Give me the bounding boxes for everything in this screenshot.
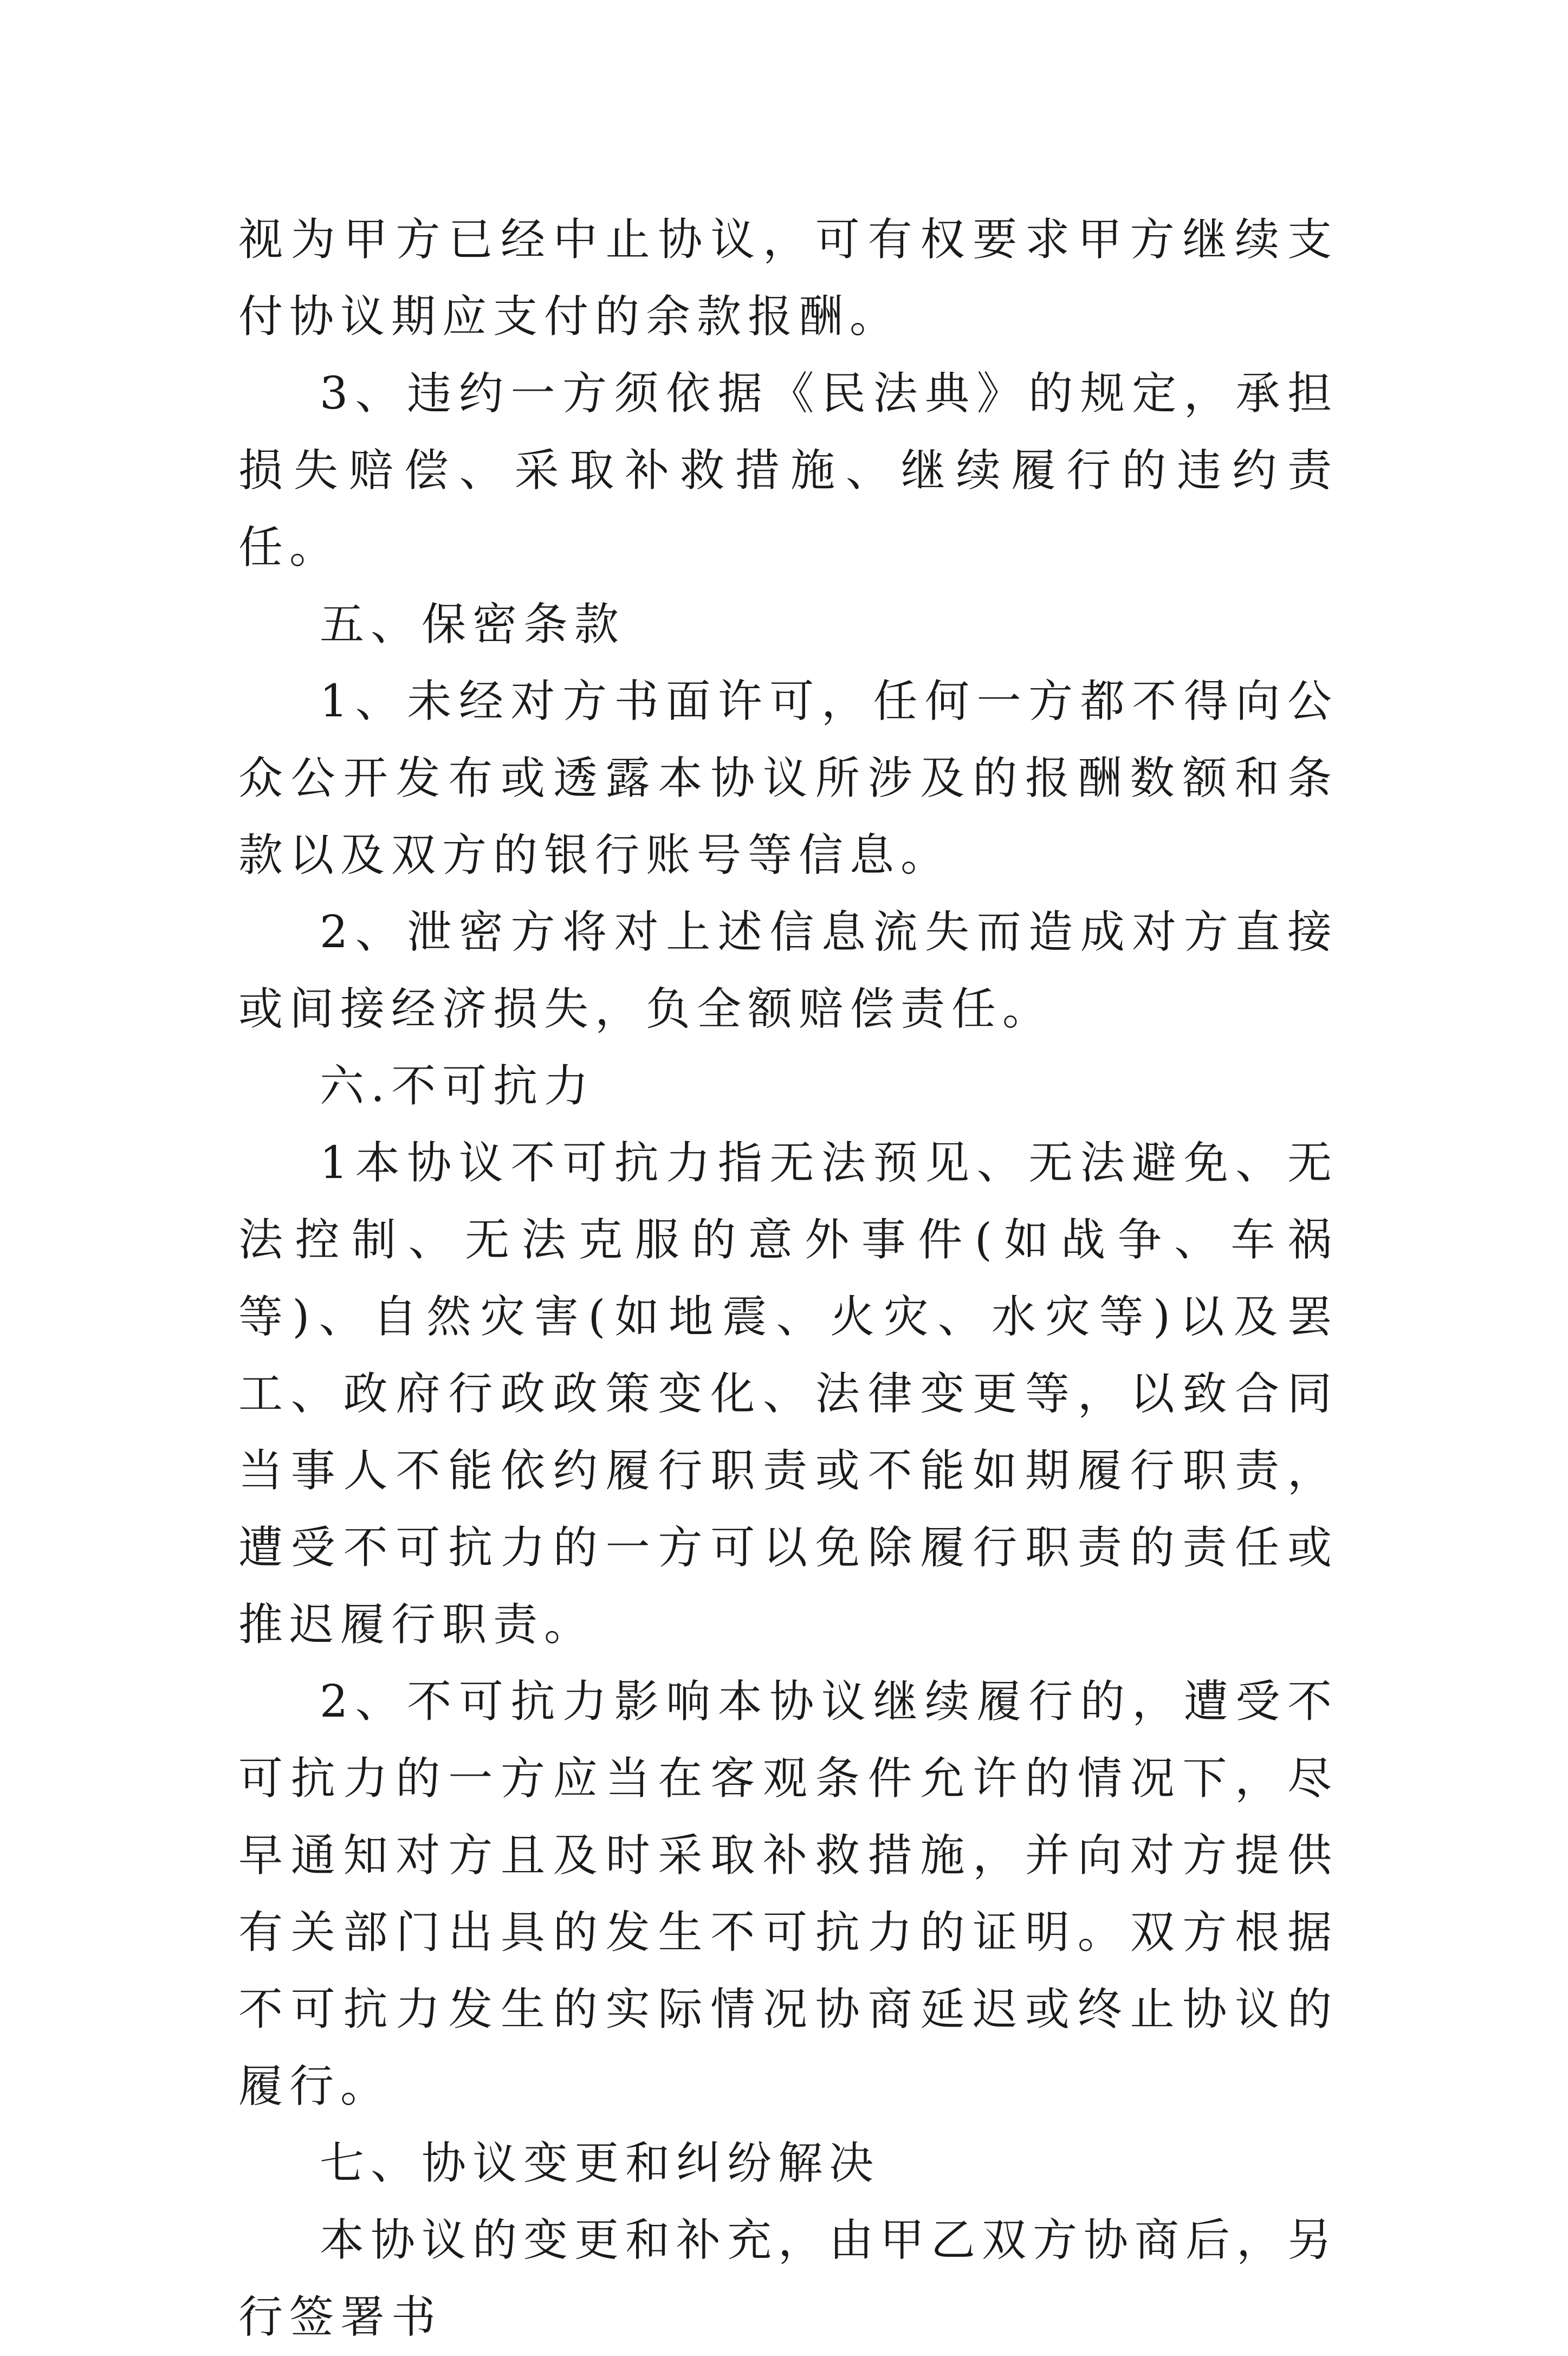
document-body xyxy=(238,202,1338,2356)
paragraph-continuation: 视为甲方已经中止协议，可有权要求甲方继续支付协议期应支付的余款报酬。 xyxy=(238,214,1338,342)
paragraph-clause-6-1: 1本协议不可抗力指无法预见、无法避免、无法控制、无法克服的意外事件(如战争、车祸等)、自然灾害(如地震、火灾、水灾等)以及罢工、政府行政政策变化、法律变更等，以致合同当事人不能依约履行职责或不能如期履行职责，遭受不可抗力的一方可以免除履行职责的责任或推迟履行职责。 xyxy=(238,1137,1338,1651)
section-heading-force-majeure: 六.不可抗力 xyxy=(320,1060,595,1112)
paragraph-clause-4-3: 3、违约一方须依据《民法典》的规定，承担损失赔偿、采取补救措施、继续履行的违约责任。 xyxy=(238,368,1338,573)
paragraph-clause-6-2: 2、不可抗力影响本协议继续履行的，遭受不可抗力的一方应当在客观条件允许的情况下，尽早通知对方且及时采取补救措施，并向对方提供有关部门出具的发生不可抗力的证明。双方根据不可抗力发生的实际情况协商延迟或终止协议的履行。 xyxy=(238,1676,1338,2112)
paragraph-clause-7-1: 本协议的变更和补充，由甲乙双方协商后，另行签署书 xyxy=(238,2215,1339,2343)
section-heading-confidentiality: 五、保密条款 xyxy=(320,599,626,650)
paragraph-clause-5-1: 1、未经对方书面许可，任何一方都不得向公众公开发布或透露本协议所涉及的报酬数额和条款以及双方的银行账号等信息。 xyxy=(238,676,1338,881)
section-heading-amendment-disputes: 七、协议变更和纠纷解决 xyxy=(320,2138,880,2189)
paragraph-clause-5-2: 2、泄密方将对上述信息流失而造成对方直接或间接经济损失，负全额赔偿责任。 xyxy=(238,907,1338,1035)
